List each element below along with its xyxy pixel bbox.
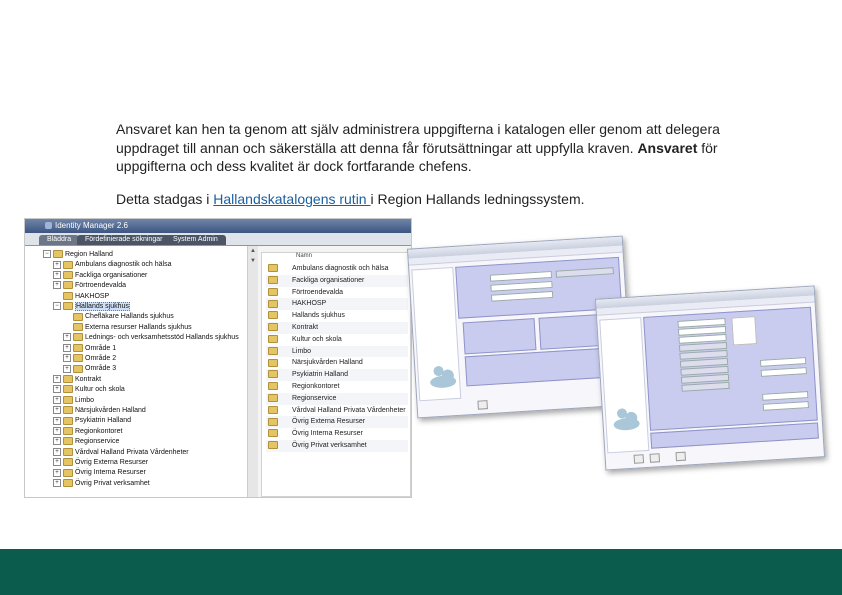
tree-row[interactable] [63,333,239,343]
tree-row[interactable] [53,281,126,291]
folder-icon [268,429,278,437]
paragraph-reference [116,190,756,209]
list-item-label: Psykiatrin Halland [292,371,349,379]
hallandskatalogen-link[interactable]: Hallandskatalogens rutin [213,191,371,207]
paragraph-responsibility [116,120,756,176]
folder-icon [73,333,83,341]
window-button[interactable] [634,454,645,464]
folder-icon [73,344,83,352]
tree-row-label: Övrig Interna Resurser [75,469,146,477]
folder-icon [63,302,73,310]
tree-row[interactable] [53,479,150,489]
tree-row-label: Regionservice [75,438,120,446]
tab-bladdra[interactable]: Bläddra [39,235,79,245]
tree-row[interactable] [53,468,146,478]
list-item-label: Fackliga organisationer [292,276,365,284]
list-item-label: Vårdval Halland Privata Vårdenheter [292,406,406,414]
tree-row-label: HAKHOSP [75,292,110,300]
tree-row[interactable] [53,292,109,302]
tree-row-label: Närsjukvården Halland [75,407,146,414]
expand-icon[interactable]: + [53,261,61,269]
tree-row-label: Region Halland [65,251,113,258]
collapse-icon[interactable]: − [53,302,61,310]
expand-icon[interactable]: + [53,427,61,435]
para1-text-b: för uppgifterna och dess kvalitet är dock fortfarande chefens. [116,139,718,174]
footer-band [0,549,842,595]
list-item-label: Övrig Privat verksamhet [292,442,367,449]
folder-icon [268,441,278,449]
folder-icon [63,396,73,404]
expand-icon[interactable]: + [53,406,61,414]
list-item[interactable] [266,287,408,299]
list-item-label: Förtroendevalda [292,288,343,296]
user-form-window-2 [595,285,825,470]
list-item-label: Regionservice [292,394,337,402]
list-item[interactable] [266,416,408,428]
identity-manager-title: Identity Manager 2.6 [55,221,128,230]
expand-icon[interactable]: + [63,344,71,352]
list-item[interactable] [266,369,408,381]
tree-row-label: Limbo [75,396,95,404]
folder-icon [63,458,73,466]
folder-icon [63,292,73,300]
tree-row[interactable] [63,312,174,322]
folder-icon [63,281,73,289]
list-item-label: Regionkontoret [292,383,340,390]
tree-row[interactable] [53,375,101,385]
expand-icon[interactable]: + [53,385,61,393]
org-list [261,252,411,497]
tree-scrollbar[interactable] [247,246,258,497]
para1-text-a: Ansvaret kan hen ta genom att själv administrera uppgifterna i katalogen eller genom att delegera uppdraget till annan och säkerställa att denna får förutsättningar att uppfylla kraven. [116,121,720,156]
tree-row-label: Vårdval Halland Privata Vårdenheter [75,448,189,456]
folder-icon [63,448,73,456]
expand-icon[interactable]: + [63,365,71,373]
tree-row-label: Regionkontoret [75,427,123,435]
folder-icon [73,313,83,321]
identity-manager-tabs [25,233,411,246]
expand-icon[interactable]: + [63,354,71,362]
folder-icon [63,271,73,279]
tree-row-label: Område 1 [85,344,117,352]
expand-icon[interactable]: + [53,281,61,289]
list-item[interactable] [266,334,408,346]
list-item-label: Ambulans diagnostik och hälsa [292,265,389,272]
folder-icon [63,417,73,425]
list-item-label: Närsjukvården Halland [292,359,363,367]
list-item-label: HAKHOSP [292,300,327,308]
folder-icon [73,365,83,373]
tree-row-label: Hallands sjukhus [76,303,129,310]
folder-icon [63,261,73,269]
tree-row-label: Område 3 [85,365,117,373]
folder-icon [268,347,278,355]
window-button[interactable] [650,453,661,463]
list-item[interactable] [266,428,408,440]
para1-bold: Ansvaret [637,139,698,156]
tree-row-label: Psykiatrin Halland [75,417,132,425]
tree-row[interactable] [53,416,131,426]
org-tree [25,246,258,497]
list-item-label: Kontrakt [292,324,319,331]
folder-icon [63,406,73,414]
folder-icon [63,385,73,393]
para2-text-b: i Region Hallands ledningssystem. [370,191,585,207]
list-item-label: Kultur och skola [292,335,342,343]
tree-row[interactable] [63,344,116,354]
tree-row[interactable] [43,250,113,260]
tree-row[interactable] [53,385,125,395]
folder-icon [268,406,278,414]
folder-icon [63,469,73,477]
folder-icon [73,354,83,362]
scroll-down-icon[interactable]: ▼ [250,258,256,264]
list-item-label: Övrig Externa Resurser [292,418,366,426]
expand-icon[interactable]: + [53,417,61,425]
expand-icon[interactable]: + [53,458,61,466]
folder-icon [268,323,278,331]
tree-row[interactable] [63,364,116,374]
tree-row[interactable] [53,260,172,270]
list-item[interactable] [266,381,408,393]
tree-row[interactable] [63,354,116,364]
para2-text-a: Detta stadgas i [116,191,214,207]
tree-row[interactable] [53,458,148,468]
tree-row[interactable] [63,323,192,333]
folder-icon [268,276,278,284]
list-item[interactable] [266,346,408,358]
tree-row-label: Kultur och skola [75,386,125,394]
identity-manager-logo-icon [45,222,52,229]
list-item[interactable] [266,357,408,369]
tree-row-label: Kontrakt [75,375,102,383]
tree-row-label: Område 2 [85,355,117,362]
list-header-namn: Namn [296,253,313,259]
list-item[interactable] [266,310,408,322]
window-button[interactable] [675,452,686,462]
folder-icon [53,250,63,258]
folder-icon [268,311,278,319]
folder-icon [268,359,278,367]
form-panel [463,318,537,354]
tree-row-label: Chefläkare Hallands sjukhus [85,313,174,321]
expand-icon[interactable]: + [63,333,71,341]
scroll-up-icon[interactable]: ▲ [250,248,256,254]
tree-row-label: Ambulans diagnostik och hälsa [75,261,172,269]
expand-icon[interactable]: + [53,396,61,404]
folder-icon [268,288,278,296]
folder-icon [268,370,278,378]
folder-icon [268,335,278,343]
expand-icon[interactable]: + [53,479,61,487]
collapse-icon[interactable]: − [43,250,51,258]
user-photo [731,316,757,345]
folder-icon [73,323,83,331]
list-item[interactable] [266,393,408,405]
list-item-label: Hallands sjukhus [292,312,345,320]
tree-row[interactable] [53,271,147,281]
tab-system-admin[interactable]: System Admin [165,235,226,245]
folder-icon [268,418,278,426]
folder-icon [268,300,278,308]
window-nav-list [599,317,649,453]
folder-icon [268,264,278,272]
folder-icon [63,375,73,383]
list-item-label: Övrig Interna Resurser [292,430,363,438]
tree-row[interactable] [53,406,146,416]
folder-icon [63,479,73,487]
tab-fordefinierade-sokningar[interactable]: Fördefinierade sökningar [77,235,170,245]
expand-icon[interactable]: + [53,375,61,383]
expand-icon[interactable]: + [53,448,61,456]
expand-icon[interactable]: + [53,469,61,477]
window-button[interactable] [477,400,488,410]
tree-row-label: Övrig Privat verksamhet [75,479,150,487]
list-item[interactable] [266,322,408,334]
list-item-label: Limbo [292,347,312,355]
list-item[interactable] [266,275,408,287]
tree-row[interactable] [53,427,122,437]
tree-row-label: Förtroendevalda [75,282,126,290]
folder-icon [268,394,278,402]
expand-icon[interactable]: + [53,437,61,445]
expand-icon[interactable]: + [53,271,61,279]
folder-icon [63,437,73,445]
tree-row[interactable] [53,437,119,447]
list-item[interactable] [266,405,408,417]
tree-row[interactable] [53,302,130,312]
list-item[interactable] [266,440,408,452]
identity-manager-titlebar [25,219,411,233]
tree-row-label: Övrig Externa Resurser [75,459,149,466]
list-item[interactable] [266,263,408,275]
tree-row[interactable] [53,396,94,406]
list-item[interactable] [266,298,408,310]
tree-row-label: Externa resurser Hallands sjukhus [85,323,192,331]
folder-icon [268,382,278,390]
identity-manager-screenshot [24,218,412,498]
folder-icon [63,427,73,435]
tree-row[interactable] [53,448,189,458]
tree-row-label: Fackliga organisationer [75,271,148,279]
tree-row-label: Lednings- och verksamhetsstöd Hallands sjukhus [85,334,239,342]
